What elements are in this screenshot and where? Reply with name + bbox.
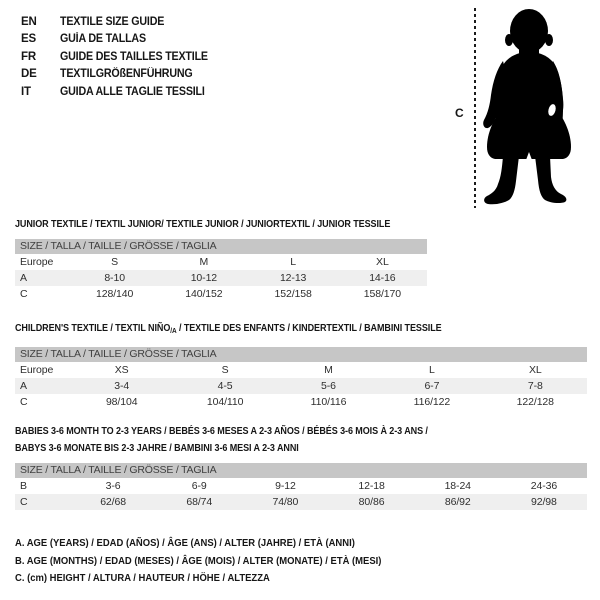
children-table-title [15, 320, 442, 339]
table-cell: 8-10 [104, 272, 125, 284]
junior-size-table [15, 239, 427, 302]
table-cell: 6-7 [424, 380, 440, 392]
table-row [15, 478, 587, 494]
table-cell: 128/140 [95, 288, 134, 300]
table-cell: 152/158 [274, 288, 312, 300]
babies-size-table [15, 463, 587, 510]
children-title-text: / TEXTILE DES ENFANTS / KINDERTEXTIL / BAMBINI TESSILE [176, 322, 442, 334]
height-measure-label: C [455, 106, 464, 120]
table-cell: 9-12 [275, 480, 296, 492]
footnotes [15, 535, 422, 588]
table-cell: 10-12 [190, 272, 218, 284]
row-label: Europe [20, 256, 54, 268]
table-cell: 12-13 [279, 272, 307, 284]
children-size-header-bar: SIZE / TALLA / TAILLE / GRÖSSE / TAGLIA [15, 347, 587, 362]
table-cell: 122/128 [516, 396, 554, 408]
language-row-fr [21, 48, 219, 66]
language-code: DE [21, 68, 37, 81]
babies-title-line1: BABIES 3-6 MONTH TO 2-3 YEARS / BEBÉS 3-6 MESES A 2-3 AÑOS / BÉBÉS 3-6 MOIS À 2-3 ANS / [15, 425, 428, 437]
table-cell: 80/86 [358, 496, 385, 508]
table-cell: 158/170 [363, 288, 401, 300]
table-cell: 116/122 [413, 396, 451, 408]
children-title-text: CHILDREN'S TEXTILE / TEXTIL NIÑO [15, 322, 171, 334]
table-cell: 4-5 [217, 380, 233, 392]
language-header [21, 13, 219, 101]
table-cell: 3-6 [105, 480, 121, 492]
table-cell: 98/104 [105, 396, 138, 408]
language-code: IT [21, 85, 31, 98]
footnote-c: C. (cm) HEIGHT / ALTURA / HAUTEUR / HÖHE / ALTEZZA [15, 572, 270, 584]
table-cell: L [429, 364, 435, 376]
table-cell: M [199, 256, 209, 268]
row-label: C [20, 288, 28, 300]
table-cell: 92/98 [531, 496, 557, 508]
row-label: Europe [20, 364, 54, 376]
language-title: TEXTILE SIZE GUIDE [60, 15, 165, 28]
row-label: C [20, 496, 28, 508]
babies-size-header-bar: SIZE / TALLA / TAILLE / GRÖSSE / TAGLIA [15, 463, 587, 478]
language-row-it [21, 83, 219, 101]
babies-title-line2: BABYS 3-6 MONATE BIS 2-3 JAHRE / BAMBINI 3-6 MESI A 2-3 ANNI [15, 442, 299, 454]
table-cell: 104/110 [206, 396, 244, 408]
junior-table-title: JUNIOR TEXTILE / TEXTIL JUNIOR/ TEXTILE JUNIOR / JUNIORTEXTIL / JUNIOR TESSILE [15, 218, 391, 230]
table-cell: 74/80 [272, 496, 299, 508]
table-cell: 68/74 [186, 496, 213, 508]
table-cell: 62/68 [100, 496, 126, 508]
language-title: GUIDE DES TAILLES TEXTILE [60, 50, 208, 63]
table-cell: XL [528, 364, 542, 376]
language-row-en [21, 13, 219, 31]
row-label: B [20, 480, 27, 492]
table-cell: 140/152 [185, 288, 223, 300]
table-cell: 7-8 [527, 380, 543, 392]
table-cell: 24-36 [530, 480, 558, 492]
table-cell: L [290, 256, 296, 268]
row-label: A [20, 272, 27, 284]
table-cell: S [111, 256, 119, 268]
table-cell: 3-4 [114, 380, 130, 392]
table-cell: XS [114, 364, 129, 376]
footnote-a: A. AGE (YEARS) / EDAD (AÑOS) / ÂGE (ANS) / ALTER (JAHRE) / ETÀ (ANNI) [15, 537, 355, 549]
babies-table-title [15, 423, 428, 457]
table-cell: 18-24 [444, 480, 471, 492]
table-cell: M [324, 364, 333, 376]
language-code: ES [21, 33, 36, 46]
language-row-de [21, 66, 219, 84]
junior-size-header-bar: SIZE / TALLA / TAILLE / GRÖSSE / TAGLIA [15, 239, 427, 254]
table-cell: XL [376, 256, 389, 268]
table-cell: 14-16 [369, 272, 396, 284]
table-row [15, 494, 587, 510]
table-row [15, 270, 427, 286]
table-row [15, 378, 587, 394]
table-cell: S [221, 364, 229, 376]
language-code: EN [21, 15, 37, 28]
language-title: GUÍA DE TALLAS [60, 33, 146, 46]
table-cell: 6-9 [191, 480, 207, 492]
language-title: TEXTILGRÖßENFÜHRUNG [60, 68, 193, 81]
language-code: FR [21, 50, 36, 63]
language-title: GUIDA ALLE TAGLIE TESSILI [60, 85, 205, 98]
language-row-es [21, 31, 219, 49]
table-row [15, 286, 427, 302]
baby-silhouette [482, 8, 574, 209]
table-row [15, 394, 587, 410]
children-title-subscript: /A [170, 326, 177, 335]
table-cell: 110/116 [310, 396, 347, 408]
table-cell: 86/92 [444, 496, 471, 508]
table-row [15, 362, 587, 378]
table-row [15, 254, 427, 270]
children-size-table [15, 347, 587, 410]
table-cell: 5-6 [321, 380, 336, 392]
row-label: C [20, 396, 28, 408]
row-label: A [20, 380, 27, 392]
table-cell: 12-18 [358, 480, 385, 492]
footnote-b: B. AGE (MONTHS) / EDAD (MESES) / ÂGE (MOIS) / ALTER (MONATE) / ETÀ (MESI) [15, 554, 382, 567]
height-measure-dashed-line [474, 8, 476, 208]
